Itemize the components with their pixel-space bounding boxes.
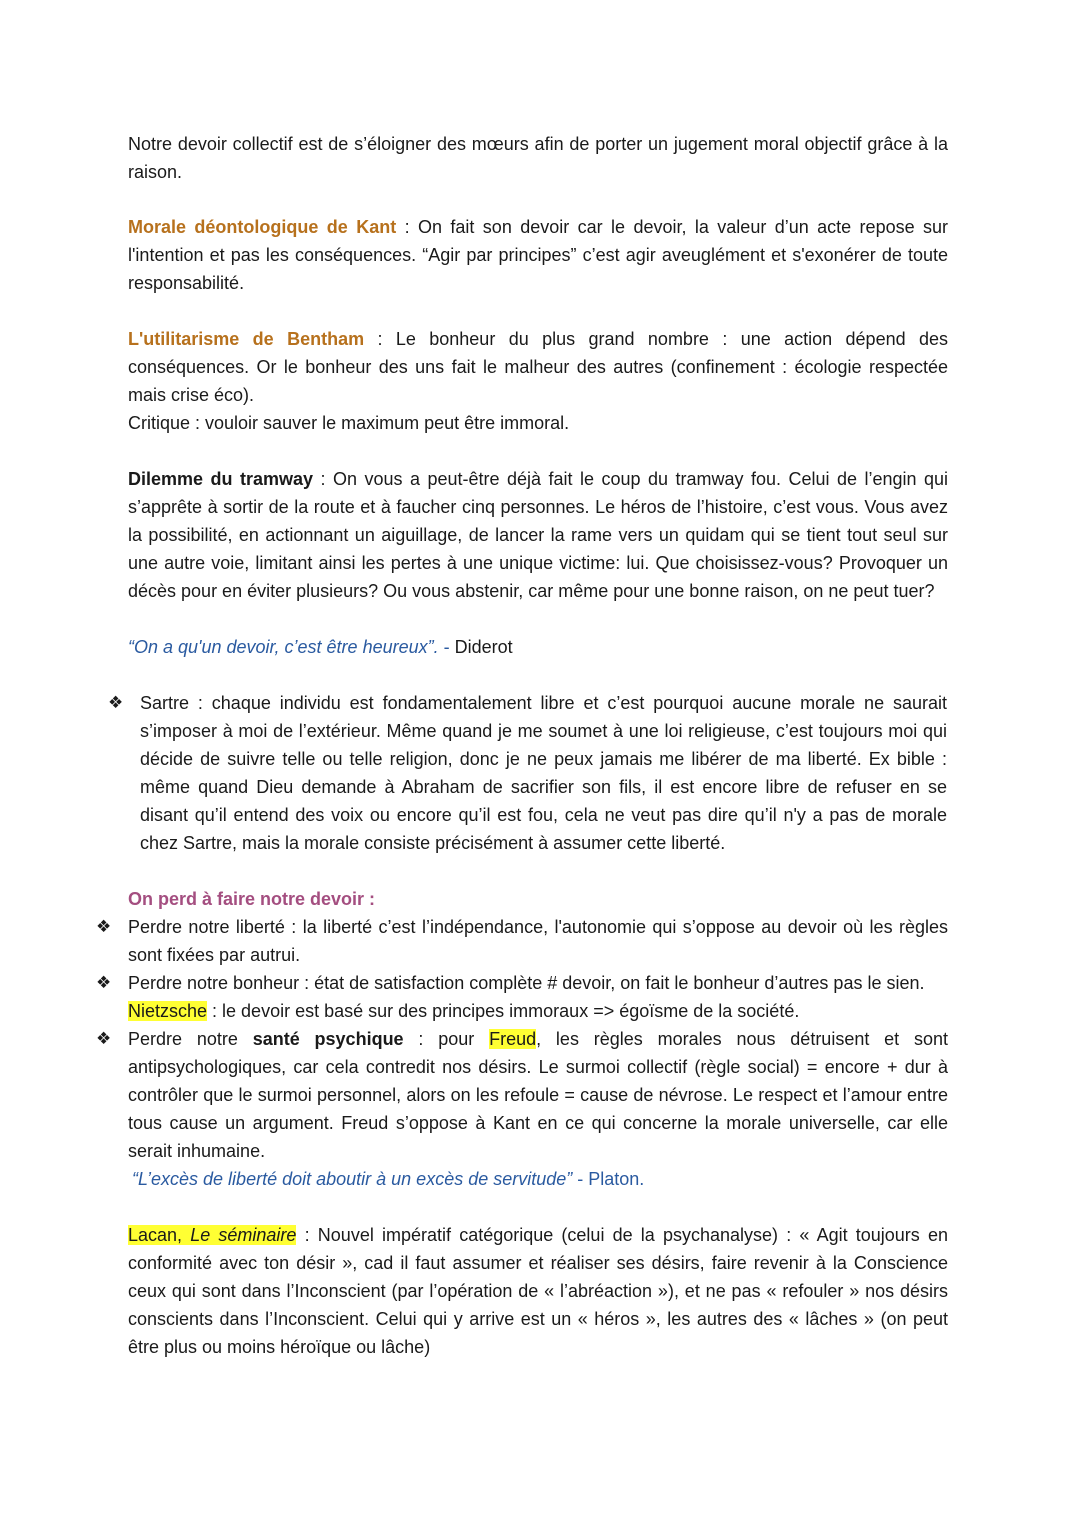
kant-paragraph: Morale déontologique de Kant : On fait son devoir car le devoir, la valeur d’un acte repose sur l'intention et pas les conséquences. “Agir par principes” c’est agir aveuglément et s'exonérer de toute responsabilité.: [128, 217, 948, 293]
diderot-quote: “On a qu'un devoir, c’est être heureux”. - Diderot: [128, 637, 513, 657]
sartre-bullet: Sartre : chaque individu est fondamentalement libre et c’est pourquoi aucune morale ne saurait s’imposer à moi de l’extérieur. Même quand je me soumet à une loi religieuse, c’est toujours moi qui décide de suivre telle ou telle religion, donc je ne peux jamais me libérer de ma liberté. Ex bible : même quand Dieu demande à Abraham de sacrifier son fils, il est encore libre de refuser en se disant qu’il entend des voix ou encore qu’il est fou, cela ne veut pas dire qu’il n'y a pas de morale chez Sartre, mais la morale consiste précisément à assumer cette liberté.: [140, 693, 947, 853]
perd-heading: On perd à faire notre devoir :: [128, 889, 376, 909]
lacan-highlight: Lacan, Le séminaire: [128, 1225, 297, 1245]
lacan-paragraph: Lacan, Le séminaire : Nouvel impératif catégorique (celui de la psychanalyse) : « Agit toujours en conformité avec ton désir », cad il faut assumer et réaliser ses désirs, faire revenir à la Conscience ceux qui sont dans l’Inconscient (par l’opération de « l’abréaction »), et ne pas « refouler » nos désirs conscients dans l’Inconscient. Celui qui y arrive est un « héros », les autres des « lâches » (on peut être plus ou moins héroïque ou lâche): [128, 1225, 948, 1357]
bonheur-bullet: Perdre notre bonheur : état de satisfaction complète # devoir, on fait le bonheur d’autres pas le sien. Nietzsche : le devoir est basé sur des principes immoraux => égoïsme de la société.: [128, 973, 925, 1021]
diamond-bullet-icon: ❖: [108, 693, 124, 713]
quote-author: Diderot: [454, 637, 513, 657]
diamond-bullet-icon: ❖: [96, 917, 112, 937]
intro-paragraph: Notre devoir collectif est de s’éloigner des mœurs afin de porter un jugement moral objectif grâce à la raison.: [128, 134, 948, 182]
bentham-paragraph: L'utilitarisme de Bentham : Le bonheur du plus grand nombre : une action dépend des conséquences. Or le bonheur des uns fait le malheur des autres (confinement : écologie respectée mais crise éco).: [128, 329, 949, 405]
diamond-bullet-icon: ❖: [96, 1029, 112, 1049]
bentham-critique: Critique : vouloir sauver le maximum peut être immoral.: [128, 413, 570, 433]
kant-heading: Morale déontologique de Kant: [128, 217, 397, 237]
diamond-bullet-icon: ❖: [96, 973, 112, 993]
bentham-heading: L'utilitarisme de Bentham: [128, 329, 365, 349]
platon-quote: “L’excès de liberté doit aboutir à un excès de servitude” - Platon.: [132, 1169, 645, 1189]
nietzsche-highlight: Nietzsche: [128, 1001, 208, 1021]
liberte-bullet: Perdre notre liberté : la liberté c’est l’indépendance, l'autonomie qui s’oppose au devoir où les règles sont fixées par autrui.: [128, 917, 948, 965]
sante-bullet: Perdre notre santé psychique : pour Freud, les règles morales nous détruisent et sont antipsychologiques, car cela contredit nos désirs. Le surmoi collectif (règle social) = encore + dur à contrôler que le surmoi personnel, alors on les refoule = cause de névrose. Le respect et l’amour entre tous cause un argument. Freud s’oppose à Kant en ce qui concerne la morale universelle, car elle serait inhumaine.: [128, 1029, 949, 1161]
tramway-heading: Dilemme du tramway: [128, 469, 314, 489]
freud-highlight: Freud: [489, 1029, 537, 1049]
tramway-paragraph: Dilemme du tramway : On vous a peut-être déjà fait le coup du tramway fou. Celui de l’engin qui s’apprête à sortir de la route et à faucher cinq personnes. Le héros de l’histoire, c’est vous. Vous avez la possibilité, en actionnant un aiguillage, de lancer la rame vers un quidam qui se tient tout seul sur une autre voie, limitant ainsi les pertes à une unique victime: lui. Que choisissez-vous? Provoquer un décès pour en éviter plusieurs? Ou vous abstenir, car même pour une bonne raison, on ne peut tuer?: [128, 469, 948, 601]
